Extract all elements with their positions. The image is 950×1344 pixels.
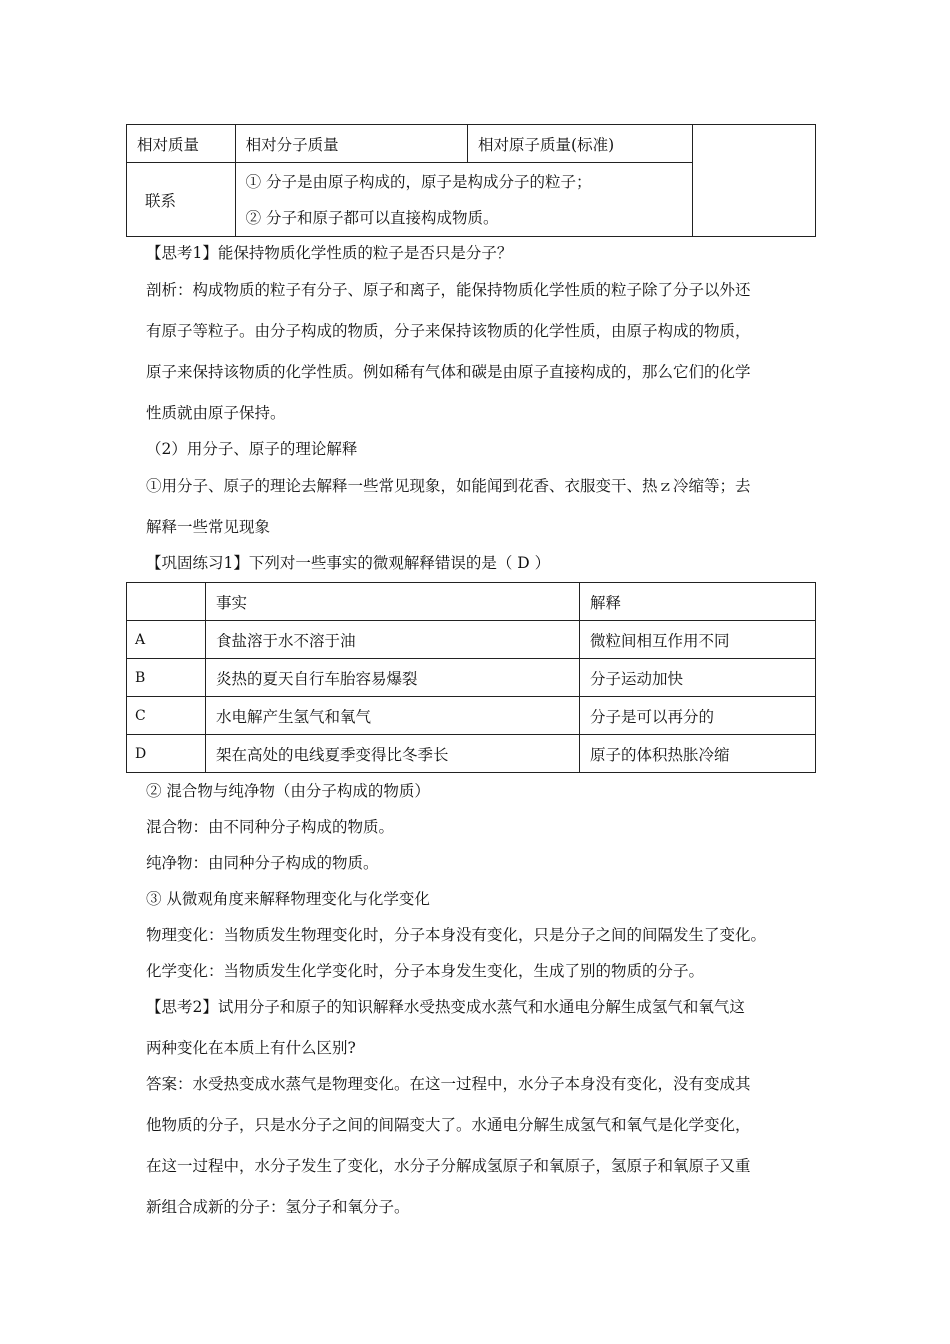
think2-question-line-1: 【思考2】试用分子和原子的知识解释水受热变成水蒸气和水通电分解生成氢气和氧气这	[146, 998, 745, 1016]
table-row	[127, 583, 816, 621]
table-cell-explanation: 分子是可以再分的	[580, 697, 816, 735]
table-cell-explanation: 原子的体积热胀冷缩	[580, 735, 816, 773]
section2-point1-line-2: 解释一些常见现象	[146, 518, 271, 536]
think2-answer-line-4: 新组合成新的分子：氢分子和氧分子。	[146, 1198, 410, 1216]
table-row	[127, 659, 816, 697]
table-cell-option: B	[127, 659, 206, 697]
table-cell-explanation: 微粒间相互作用不同	[580, 621, 816, 659]
table-cell-option: C	[127, 697, 206, 735]
table-cell-option: D	[127, 735, 206, 773]
section2-point1-line-1: ①用分子、原子的理论去解释一些常见现象，如能闻到花香、衣服变干、热ｚ冷缩等；去	[146, 477, 751, 495]
pure-definition: 纯净物：由同种分子构成的物质。	[146, 854, 379, 872]
table-cell-explanation: 分子运动加快	[580, 659, 816, 697]
think2-answer-line-1: 答案：水受热变成水蒸气是物理变化。在这一过程中，水分子本身没有变化，没有变成其	[146, 1075, 751, 1093]
table-cell-fact: 水电解产生氢气和氧气	[206, 697, 580, 735]
changes-heading: ③ 从微观角度来解释物理变化与化学变化	[146, 890, 430, 908]
table-row	[127, 621, 816, 659]
table-header-fact: 事实	[206, 583, 580, 621]
table-row	[127, 735, 816, 773]
section2-heading: （2）用分子、原子的理论解释	[146, 440, 358, 458]
table-cell-molecular-mass: 相对分子质量	[235, 125, 467, 163]
practice-table	[126, 582, 816, 773]
think1-question: 【思考1】能保持物质化学性质的粒子是否只是分子？	[146, 244, 513, 262]
think2-question-line-2: 两种变化在本质上有什么区别?	[146, 1039, 356, 1057]
think1-analysis-line-4: 性质就由原子保持。	[146, 404, 286, 422]
table-cell-relative-mass-label: 相对质量	[127, 125, 236, 163]
table-empty-cell	[692, 125, 815, 237]
table-header-explanation: 解释	[580, 583, 816, 621]
lianxi-line-1: ① 分子是由原子构成的，原子是构成分子的粒子；	[245, 172, 592, 191]
table-cell-fact: 炎热的夏天自行车胎容易爆裂	[206, 659, 580, 697]
table-cell-atomic-mass: 相对原子质量(标准)	[468, 125, 693, 163]
table-cell-fact: 食盐溶于水不溶于油	[206, 621, 580, 659]
mixture-definition: 混合物：由不同种分子构成的物质。	[146, 818, 395, 836]
table-row	[127, 697, 816, 735]
practice1-question: 【巩固练习1】下列对一些事实的微观解释错误的是（ D ）	[146, 554, 551, 572]
think1-analysis-line-2: 有原子等粒子。由分子构成的物质，分子来保持该物质的化学性质，由原子构成的物质，	[146, 322, 751, 340]
comparison-table	[126, 124, 816, 237]
think2-answer-line-2: 他物质的分子，只是水分子之间的间隔变大了。水通电分解生成氢气和氧气是化学变化，	[146, 1116, 751, 1134]
mixture-heading: ② 混合物与纯净物（由分子构成的物质）	[146, 782, 430, 800]
lianxi-line-2: ② 分子和原子都可以直接构成物质。	[245, 208, 499, 227]
think1-analysis-line-1: 剖析：构成物质的粒子有分子、原子和离子，能保持物质化学性质的粒子除了分子以外还	[146, 281, 751, 299]
physical-change: 物理变化：当物质发生物理变化时，分子本身没有变化，只是分子之间的间隔发生了变化。	[146, 926, 767, 944]
think2-answer-line-3: 在这一过程中，水分子发生了变化，水分子分解成氢原子和氧原子，氢原子和氧原子又重	[146, 1157, 751, 1175]
table-cell-fact: 架在高处的电线夏季变得比冬季长	[206, 735, 580, 773]
chemical-change: 化学变化：当物质发生化学变化时，分子本身发生变化，生成了别的物质的分子。	[146, 962, 705, 980]
think1-analysis-line-3: 原子来保持该物质的化学性质。例如稀有气体和碳是由原子直接构成的，那么它们的化学	[146, 363, 751, 381]
table-cell-lianxi-label: 联系	[127, 163, 236, 237]
table-header-blank	[127, 583, 206, 621]
table-cell-lianxi-content	[235, 163, 692, 237]
table-cell-option: A	[127, 621, 206, 659]
